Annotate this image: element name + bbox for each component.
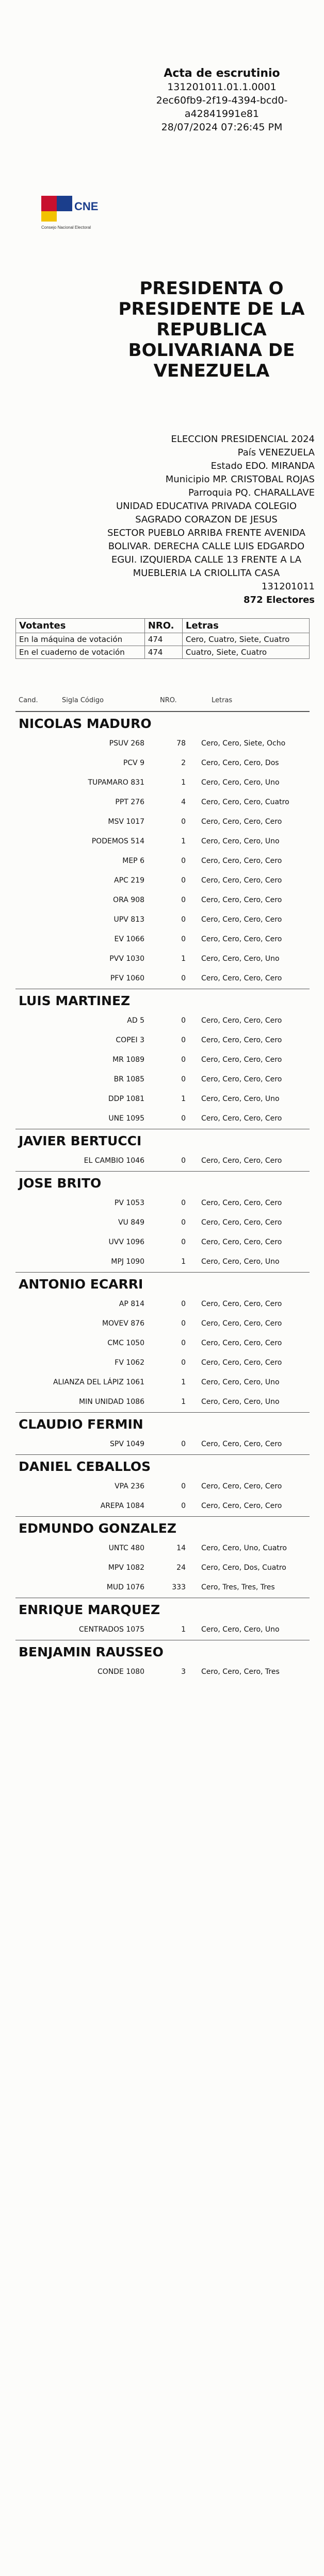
party-row — [15, 1233, 310, 1252]
candidate-name: ENRIQUE MARQUEZ — [15, 1598, 310, 1620]
party-votes: 3 — [181, 1668, 186, 1676]
party-row — [15, 1109, 310, 1129]
party-votes-words: Cero, Cero, Dos, Cuatro — [201, 1564, 286, 1572]
party-votes: 0 — [181, 857, 186, 865]
party-label: PSUV 268 — [109, 739, 144, 748]
party-votes-words: Cero, Cero, Cero, Tres — [201, 1668, 280, 1676]
party-votes: 0 — [181, 1482, 186, 1490]
votantes-row — [16, 646, 310, 659]
party-votes: 0 — [181, 916, 186, 924]
party-votes-words: Cero, Cero, Cero, Cuatro — [201, 798, 289, 806]
party-label: UNTC 480 — [108, 1544, 144, 1552]
centro: UNIDAD EDUCATIVA PRIVADA COLEGIO SAGRADO CORAZON DE JESUS — [116, 501, 297, 525]
party-label: TUPAMARO 831 — [88, 778, 144, 787]
party-votes: 0 — [181, 974, 186, 982]
party-label: CMC 1050 — [107, 1339, 144, 1347]
party-votes: 0 — [181, 1036, 186, 1044]
party-row — [15, 812, 310, 832]
party-votes-words: Cero, Cero, Cero, Uno — [201, 955, 280, 963]
acta-header — [0, 0, 324, 716]
party-row — [15, 832, 310, 852]
party-row — [15, 1050, 310, 1070]
party-votes-words: Cero, Cero, Cero, Cero — [201, 876, 282, 885]
party-votes-words: Cero, Cero, Cero, Cero — [201, 1218, 282, 1227]
col-cand: Cand. — [19, 697, 38, 704]
acta-code: 131201011.01.1.0001 — [167, 81, 277, 93]
party-votes: 4 — [181, 798, 186, 806]
party-votes: 0 — [181, 1114, 186, 1123]
party-label: UPV 813 — [114, 916, 144, 924]
votantes-nro: 474 — [144, 646, 182, 659]
municipio: Municipio MP. CRISTOBAL ROJAS — [165, 474, 315, 485]
party-votes: 14 — [176, 1544, 186, 1552]
party-row — [15, 1213, 310, 1233]
party-row — [15, 1620, 310, 1640]
candidate-name: EDMUNDO GONZALEZ — [15, 1516, 310, 1539]
party-row — [15, 1151, 310, 1171]
party-label: MOVEV 876 — [102, 1319, 144, 1328]
party-votes-words: Cero, Cero, Cero, Uno — [201, 1095, 280, 1103]
party-row — [15, 734, 310, 754]
party-row — [15, 793, 310, 812]
party-votes: 0 — [181, 1440, 186, 1448]
logo-subtitle: Consejo Nacional Electoral — [41, 225, 91, 230]
party-label: CONDE 1080 — [98, 1668, 144, 1676]
party-votes: 1 — [181, 837, 186, 845]
party-label: UNE 1095 — [108, 1114, 144, 1123]
acta-serial-1: 2ec60fb9-2f19-4394-bcd0- — [156, 95, 288, 106]
party-row — [15, 1031, 310, 1050]
party-row — [15, 1070, 310, 1090]
party-votes: 0 — [181, 1199, 186, 1207]
party-votes-words: Cero, Cero, Cero, Cero — [201, 935, 282, 943]
votantes-row — [16, 633, 310, 646]
party-row — [15, 1314, 310, 1334]
party-row — [15, 754, 310, 773]
candidate-name: CLAUDIO FERMIN — [15, 1412, 310, 1435]
party-votes: 0 — [181, 1238, 186, 1246]
col-letras: Letras — [212, 697, 233, 704]
party-label: PFV 1060 — [110, 974, 144, 982]
party-label: APC 219 — [114, 876, 144, 885]
codigo-centro: 131201011 — [261, 581, 315, 592]
party-votes-words: Cero, Cero, Cero, Cero — [201, 1339, 282, 1347]
party-label: PCV 9 — [123, 759, 144, 767]
candidate-name: NICOLAS MADURO — [15, 711, 310, 734]
party-row — [15, 910, 310, 930]
votantes-col-nro: NRO. — [144, 619, 182, 633]
party-row — [15, 1373, 310, 1393]
party-label: BR 1085 — [114, 1075, 144, 1083]
votantes-letras: Cero, Cuatro, Siete, Cuatro — [182, 633, 309, 646]
party-row — [15, 1435, 310, 1454]
electores: 872 Electores — [244, 595, 315, 605]
party-votes: 1 — [181, 955, 186, 963]
votantes-col-title: Votantes — [16, 619, 145, 633]
party-row — [15, 1252, 310, 1272]
col-sigla: Sigla Código — [62, 697, 104, 704]
party-row — [15, 871, 310, 891]
party-row — [15, 1663, 310, 1682]
party-votes-words: Cero, Cero, Cero, Cero — [201, 916, 282, 924]
candidate-name: ANTONIO ECARRI — [15, 1272, 310, 1295]
party-label: MSV 1017 — [108, 818, 144, 826]
party-votes-words: Cero, Cero, Cero, Uno — [201, 1398, 280, 1406]
candidate-name: DANIEL CEBALLOS — [15, 1454, 310, 1477]
party-votes-words: Cero, Cero, Cero, Uno — [201, 1625, 280, 1634]
party-votes: 78 — [176, 739, 186, 748]
party-votes-words: Cero, Cero, Cero, Uno — [201, 837, 280, 845]
party-votes: 0 — [181, 1502, 186, 1510]
party-label: MUD 1076 — [106, 1583, 144, 1591]
party-votes: 0 — [181, 896, 186, 904]
party-votes-words: Cero, Tres, Tres, Tres — [201, 1583, 275, 1591]
party-label: DDP 1081 — [108, 1095, 144, 1103]
party-label: PODEMOS 514 — [91, 837, 144, 845]
party-votes: 0 — [181, 1157, 186, 1165]
party-row — [15, 950, 310, 969]
party-row — [15, 1578, 310, 1598]
votantes-nro: 474 — [144, 633, 182, 646]
party-votes-words: Cero, Cero, Cero, Cero — [201, 1036, 282, 1044]
party-votes: 0 — [181, 1218, 186, 1227]
party-votes-words: Cero, Cero, Cero, Cero — [201, 1300, 282, 1308]
party-votes: 0 — [181, 1016, 186, 1025]
party-label: MR 1089 — [112, 1056, 144, 1064]
party-votes-words: Cero, Cero, Cero, Uno — [201, 1378, 280, 1386]
party-votes: 2 — [181, 759, 186, 767]
party-votes: 1 — [181, 1398, 186, 1406]
party-row — [15, 969, 310, 989]
party-row — [15, 1090, 310, 1109]
party-votes-words: Cero, Cero, Cero, Uno — [201, 1258, 280, 1266]
estado: Estado EDO. MIRANDA — [210, 461, 315, 471]
party-row — [15, 773, 310, 793]
party-votes-words: Cero, Cero, Uno, Cuatro — [201, 1544, 287, 1552]
party-votes-words: Cero, Cero, Siete, Ocho — [201, 739, 286, 748]
election-name: ELECCION PRESIDENCIAL 2024 — [171, 434, 315, 445]
party-votes-words: Cero, Cero, Cero, Cero — [201, 1114, 282, 1123]
party-votes-words: Cero, Cero, Cero, Cero — [201, 1440, 282, 1448]
party-row — [15, 852, 310, 871]
candidate-name: BENJAMIN RAUSSEO — [15, 1640, 310, 1663]
party-label: MIN UNIDAD 1086 — [79, 1398, 144, 1406]
party-votes-words: Cero, Cero, Cero, Cero — [201, 896, 282, 904]
party-label: AP 814 — [119, 1300, 144, 1308]
party-votes: 1 — [181, 1258, 186, 1266]
parroquia: Parroquia PQ. CHARALLAVE — [188, 487, 315, 498]
logo-text: CNE — [74, 200, 98, 213]
party-votes-words: Cero, Cero, Cero, Cero — [201, 1502, 282, 1510]
direccion: SECTOR PUEBLO ARRIBA FRENTE AVENIDA BOLIVAR. DERECHA CALLE LUIS EDGARDO EGUI. IZQUIERDA CALLE 13 FRENTE A LA MUEBLERIA LA CRIOLLITA CASA — [107, 528, 306, 579]
party-row — [15, 1353, 310, 1373]
votantes-label: En el cuaderno de votación — [16, 646, 145, 659]
party-votes-words: Cero, Cero, Cero, Cero — [201, 1157, 282, 1165]
party-label: VU 849 — [118, 1218, 144, 1227]
party-votes-words: Cero, Cero, Cero, Cero — [201, 1075, 282, 1083]
candidate-name: JAVIER BERTUCCI — [15, 1129, 310, 1151]
party-label: MEP 6 — [122, 857, 144, 865]
party-label: FV 1062 — [115, 1359, 144, 1367]
party-votes: 0 — [181, 1359, 186, 1367]
party-row — [15, 1477, 310, 1497]
acta-label: Acta de escrutinio — [164, 67, 280, 80]
pais: País VENEZUELA — [237, 447, 315, 458]
party-votes-words: Cero, Cero, Cero, Cero — [201, 1319, 282, 1328]
party-votes-words: Cero, Cero, Cero, Cero — [201, 1056, 282, 1064]
party-row — [15, 1539, 310, 1558]
party-row — [15, 891, 310, 910]
party-row — [15, 930, 310, 950]
votantes-col-letras: Letras — [182, 619, 309, 633]
party-votes: 1 — [181, 1625, 186, 1634]
party-label: AD 5 — [127, 1016, 144, 1025]
acta-serial-2: a42841991e81 — [184, 108, 260, 120]
party-votes-words: Cero, Cero, Cero, Cero — [201, 857, 282, 865]
party-votes: 0 — [181, 1319, 186, 1328]
party-row — [15, 1011, 310, 1031]
party-label: PV 1053 — [114, 1199, 144, 1207]
votantes-letras: Cuatro, Siete, Cuatro — [182, 646, 309, 659]
party-votes: 0 — [181, 1075, 186, 1083]
party-label: PPT 276 — [115, 798, 144, 806]
party-votes: 0 — [181, 1300, 186, 1308]
party-votes-words: Cero, Cero, Cero, Cero — [201, 1482, 282, 1490]
party-votes: 1 — [181, 1378, 186, 1386]
party-label: UVV 1096 — [108, 1238, 144, 1246]
party-votes: 0 — [181, 876, 186, 885]
party-row — [15, 1334, 310, 1353]
candidate-name: LUIS MARTINEZ — [15, 989, 310, 1011]
party-label: ALIANZA DEL LÁPIZ 1061 — [53, 1378, 144, 1386]
party-votes-words: Cero, Cero, Cero, Cero — [201, 818, 282, 826]
party-label: ORA 908 — [113, 896, 144, 904]
party-label: CENTRADOS 1075 — [78, 1625, 144, 1634]
results-list — [15, 711, 310, 1682]
party-label: PVV 1030 — [109, 955, 144, 963]
party-label: EL CAMBIO 1046 — [84, 1157, 144, 1165]
party-votes-words: Cero, Cero, Cero, Cero — [201, 1199, 282, 1207]
votantes-table — [15, 618, 310, 659]
party-votes-words: Cero, Cero, Cero, Uno — [201, 778, 280, 787]
party-label: SPV 1049 — [110, 1440, 144, 1448]
party-row — [15, 1497, 310, 1516]
party-votes: 24 — [176, 1564, 186, 1572]
party-row — [15, 1295, 310, 1314]
election-title: PRESIDENTA O PRESIDENTE DE LA REPUBLICA BOLIVARIANA DE VENEZUELA — [118, 278, 305, 381]
votantes-label: En la máquina de votación — [16, 633, 145, 646]
candidate-name: JOSE BRITO — [15, 1171, 310, 1194]
party-votes: 1 — [181, 1095, 186, 1103]
col-nro: NRO. — [160, 697, 177, 704]
party-votes: 0 — [181, 818, 186, 826]
party-row — [15, 1194, 310, 1213]
party-label: EV 1066 — [114, 935, 144, 943]
party-label: VPA 236 — [115, 1482, 144, 1490]
party-label: COPEI 3 — [116, 1036, 144, 1044]
party-votes-words: Cero, Cero, Cero, Dos — [201, 759, 279, 767]
party-row — [15, 1393, 310, 1412]
party-votes: 0 — [181, 935, 186, 943]
acta-datetime: 28/07/2024 07:26:45 PM — [161, 122, 283, 133]
party-label: MPJ 1090 — [111, 1258, 144, 1266]
party-votes: 1 — [181, 778, 186, 787]
party-votes-words: Cero, Cero, Cero, Cero — [201, 1359, 282, 1367]
party-votes: 333 — [172, 1583, 186, 1591]
party-votes-words: Cero, Cero, Cero, Cero — [201, 1016, 282, 1025]
cne-logo — [36, 191, 98, 232]
party-label: AREPA 1084 — [100, 1502, 144, 1510]
party-votes: 0 — [181, 1339, 186, 1347]
location-info — [98, 433, 315, 607]
party-votes: 0 — [181, 1056, 186, 1064]
party-label: MPV 1082 — [108, 1564, 144, 1572]
party-row — [15, 1558, 310, 1578]
acta-id-block — [134, 67, 310, 134]
party-votes-words: Cero, Cero, Cero, Cero — [201, 974, 282, 982]
party-votes-words: Cero, Cero, Cero, Cero — [201, 1238, 282, 1246]
